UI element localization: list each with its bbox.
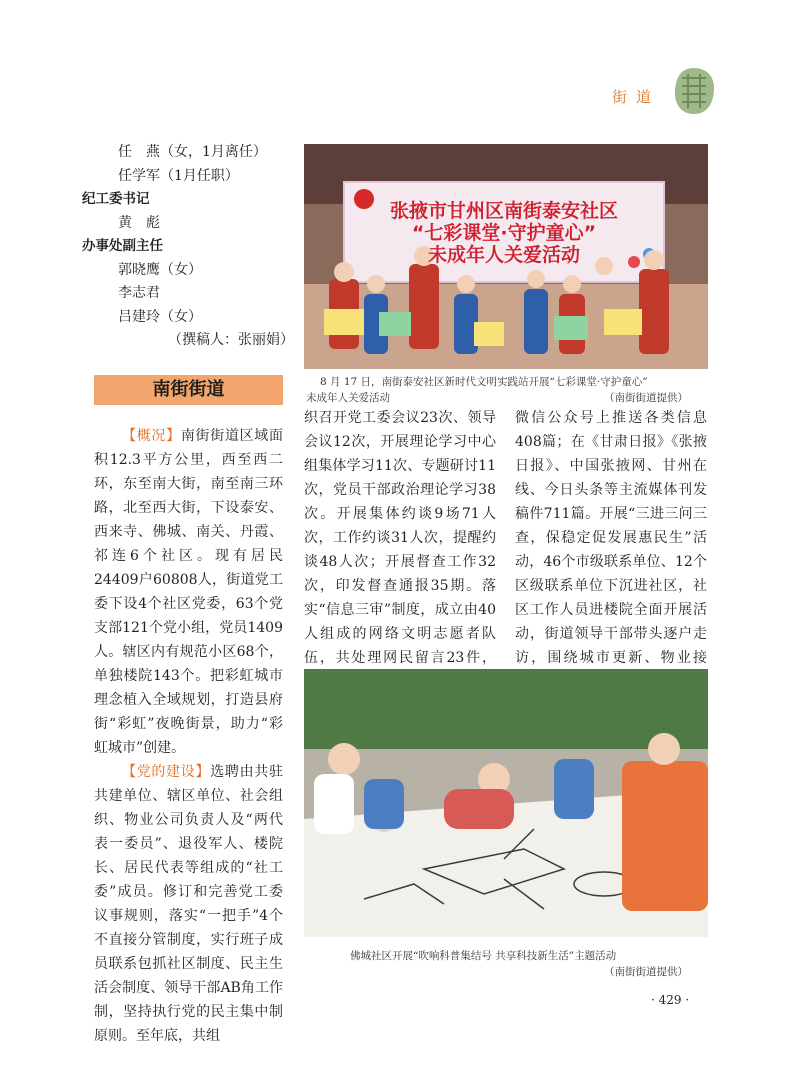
seal-stamp-icon	[672, 66, 716, 116]
staff-line: 任 燕（女，1月离任）	[118, 144, 267, 160]
banner-line: 未成年人关爱活动	[427, 244, 580, 266]
staff-line: 任学军（1月任职）	[118, 167, 239, 184]
party-text: 选聘由共驻共建单位、辖区单位、社会组织、物业公司负责人及“两代表一委员”、退役军人、楼院长、居民代表等组成的“社工委”成员。修订和完善党工委议事规则，落实“一把手”4个不直接分管制度，实行班子成员联系包抓社区制度、民主生活会制度、领导干部AB角工作制，坚持执行党的民主集中制原则。至年底，共组	[94, 764, 284, 1044]
paragraph-overview	[94, 424, 283, 760]
banner-line: 张掖市甘州区南街泰安社区	[389, 200, 618, 222]
running-header: 街道	[612, 88, 661, 106]
staff-role: 纪工委书记	[82, 191, 150, 207]
staff-line: 吕建玲（女）	[118, 308, 202, 325]
overview-tag: 【概况】	[122, 428, 181, 444]
overview-text: 南街街道区域面积12.3平方公里，西至西二环，东至南大街，南至南三环路，北至西大街，下设泰安、西来寺、佛城、南关、丹霞、祁连6个社区。现有居民24409户60808人，街道党工委下设4个社区党委，63个党支部121个党小组，党员1409人。辖区内有规范小区68个，单独楼院143个。把彩虹城市理念植入全域规划，打造县府街“彩虹”夜晚街景，助力“彩虹城市”创建。	[94, 428, 284, 756]
caption-line: 未成年人关爱活动	[306, 392, 390, 404]
staff-line: 郭晓鹰（女）	[118, 261, 202, 278]
photo-science-activity	[304, 669, 708, 937]
staff-role: 办事处副主任	[82, 238, 163, 254]
column-3-text: 微信公众号上推送各类信息408篇；在《甘肃日报》《张掖日报》、中国张掖网、甘州在线、今日头条等主流媒体刊发稿件711篇。开展“三进三问三查，保稳定促发展惠民生”活动，46个市级联系单位、12个区级联系单位下沉进社区，社区工作人员进楼院全面开展活动，街道领导干部带头逐户走访，围绕城市更新、物业接	[515, 410, 707, 666]
caption-line: 8 月 17 日，南街泰安社区新时代文明实践站开展“七彩课堂·守护童心”	[320, 376, 648, 388]
author-credit: （撰稿人：张丽娟）	[168, 332, 294, 348]
column-2-text: 织召开党工委会议23次、领导会议12次，开展理论学习中心组集体学习11次、专题研讨11次，党员干部政治理论学习38次。开展集体约谈9场71人次，工作约谈31人次，提醒约谈48人次；开展督查工作32次，印发督查通报35期。落实“信息三审”制度，成立由40人组成的网络文明志愿者队伍，共处理网民留言23件，	[304, 410, 496, 666]
staff-line: 李志君	[118, 285, 160, 301]
staff-list	[82, 141, 297, 329]
photo-childrens-activity	[304, 144, 708, 369]
party-tag: 【党的建设】	[122, 764, 211, 780]
column-1	[94, 424, 283, 1048]
paragraph-party	[94, 760, 283, 1048]
page-number: · 429 ·	[651, 993, 690, 1007]
banner	[344, 200, 664, 266]
section-title: 南街街道	[94, 375, 283, 405]
photo2-caption: 佛城社区开展“吹响科普集结号 共享科技新生活”主题活动	[350, 950, 617, 962]
photo2-credit: （南街街道提供）	[604, 966, 688, 978]
photo1-credit: （南街街道提供）	[604, 392, 688, 404]
banner-line: “七彩课堂·守护童心”	[411, 222, 597, 244]
staff-line: 黄 彪	[118, 214, 160, 231]
